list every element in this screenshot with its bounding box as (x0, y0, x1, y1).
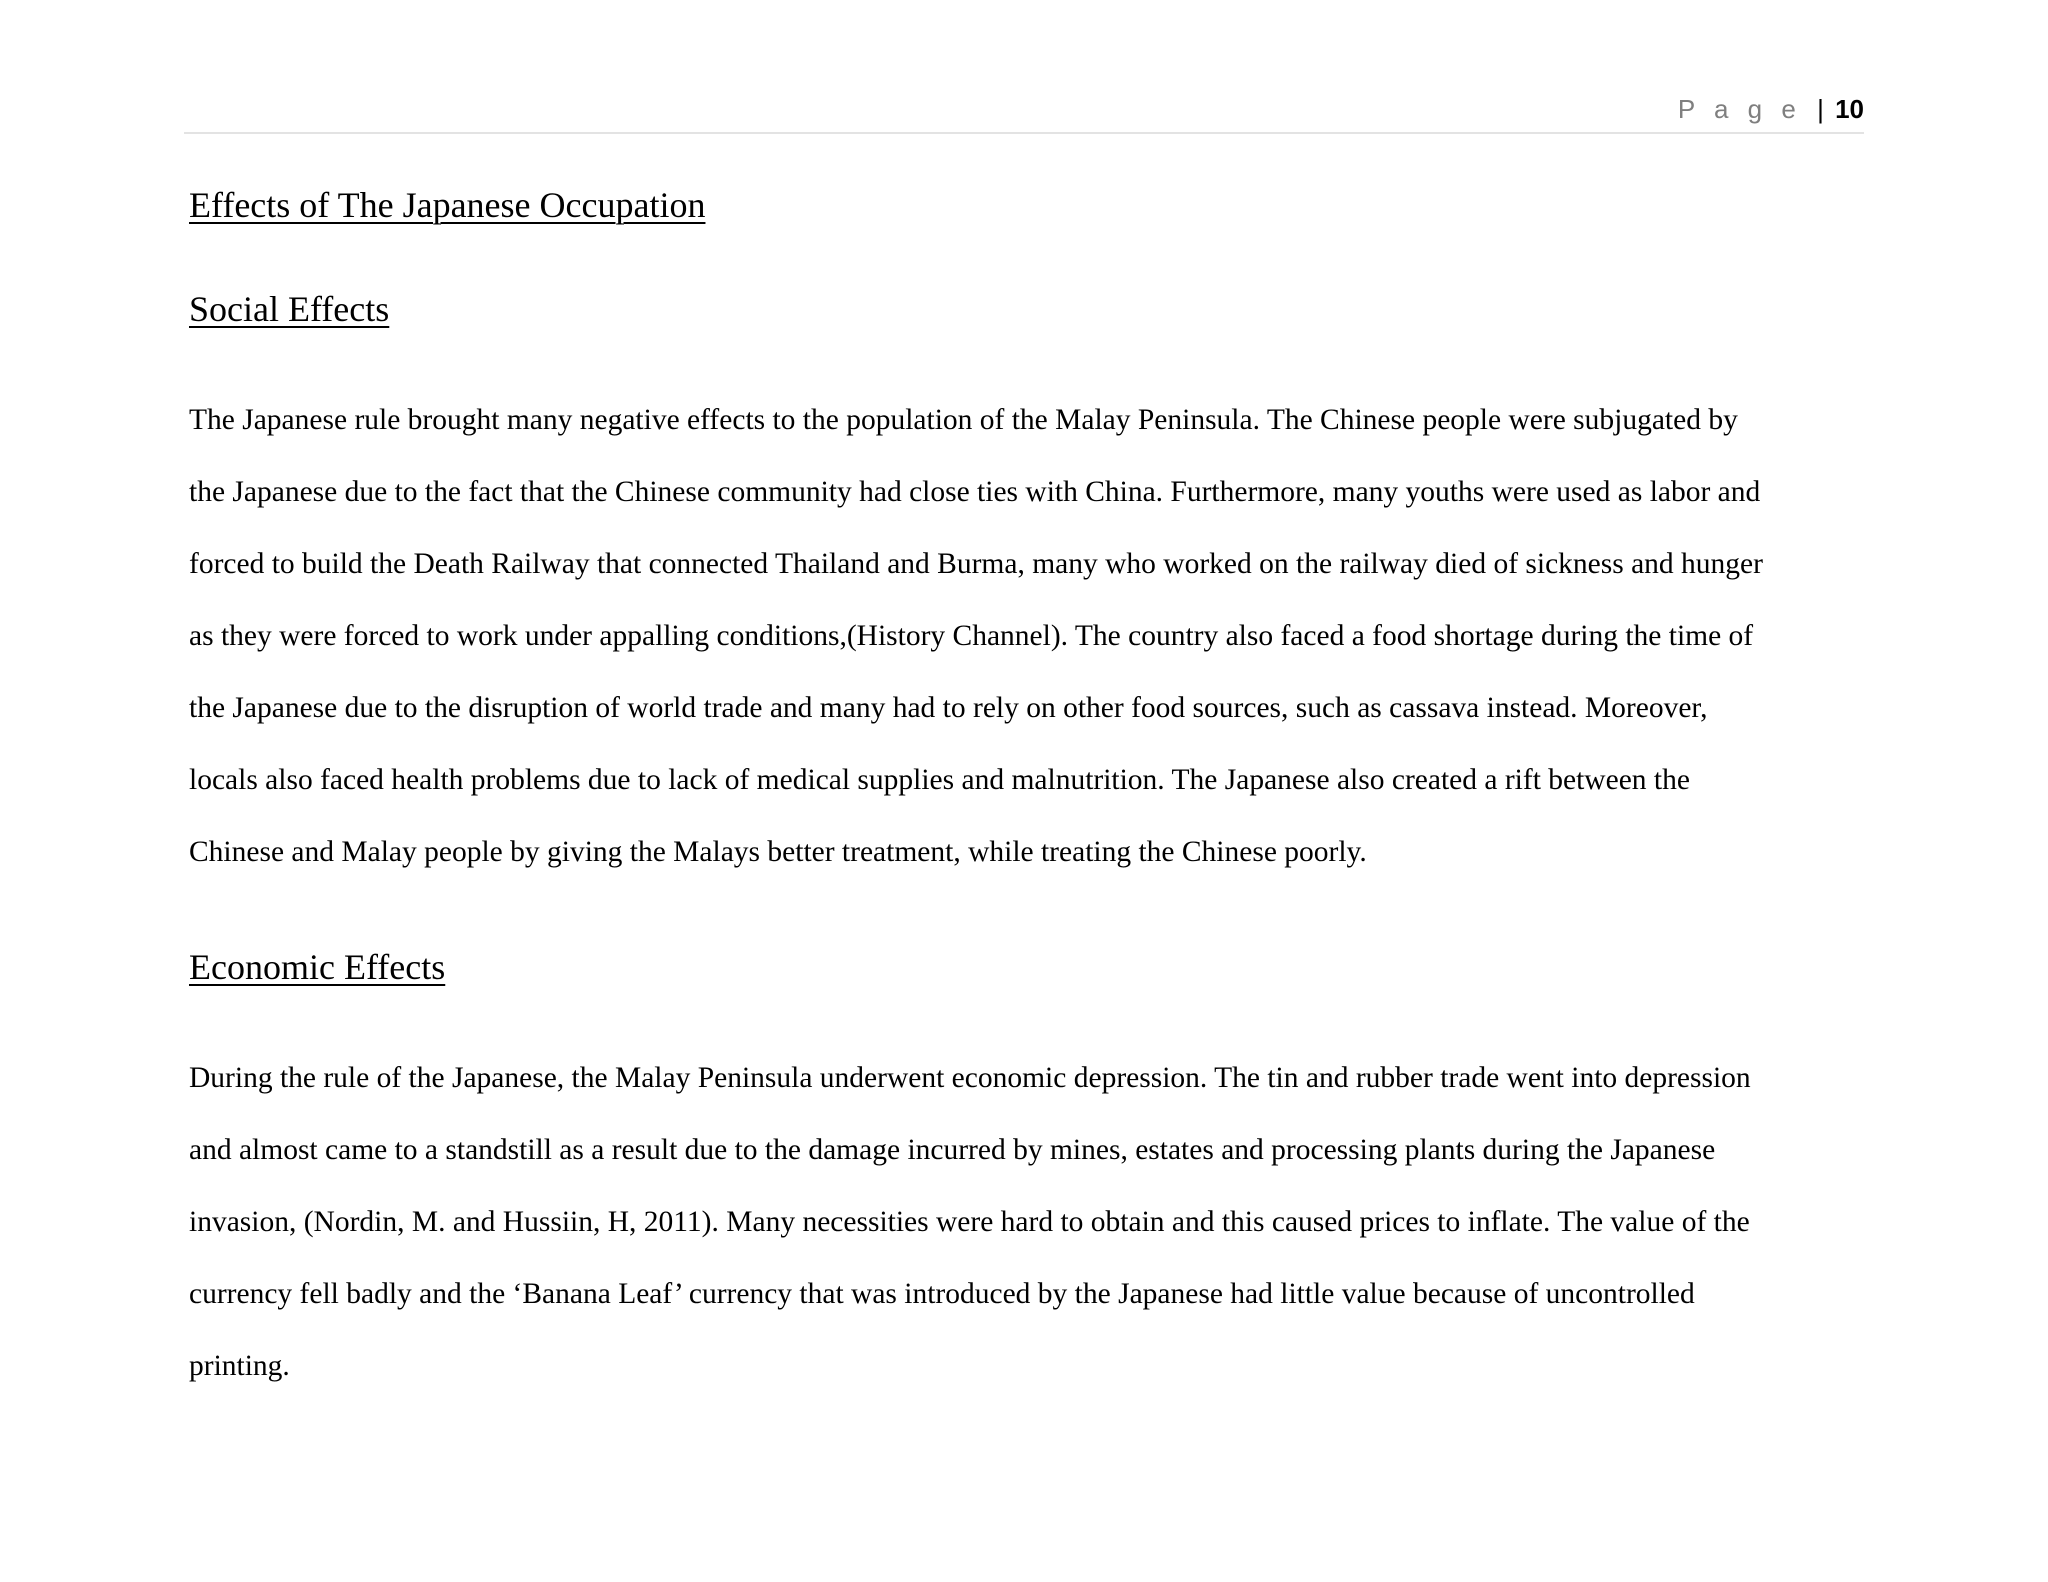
paragraph-line: forced to build the Death Railway that connected Thailand and Burma, many who worked on the railway died of sickness and hunger (189, 548, 1763, 580)
document-body (189, 180, 1889, 1402)
paragraph-line: the Japanese due to the fact that the Chinese community had close ties with China. Furthermore, many youths were used as labor and (189, 476, 1761, 508)
paragraph-line: and almost came to a standstill as a result due to the damage incurred by mines, estates and processing plants during the Japanese (189, 1134, 1716, 1166)
paragraph-line: During the rule of the Japanese, the Malay Peninsula underwent economic depression. The tin and rubber trade went into depression (189, 1062, 1751, 1094)
page-label: P a g e (1677, 94, 1802, 124)
paragraph-line: The Japanese rule brought many negative effects to the population of the Malay Peninsula. The Chinese people were subjugated by (189, 404, 1738, 436)
section-paragraph-economic (189, 1042, 1889, 1402)
paragraph-line: Chinese and Malay people by giving the Malays better treatment, while treating the Chinese poorly. (189, 836, 1367, 868)
document-title: Effects of The Japanese Occupation (189, 185, 706, 225)
paragraph-line: the Japanese due to the disruption of world trade and many had to rely on other food sources, such as cassava instead. Moreover, (189, 692, 1708, 724)
page-number-value: 10 (1835, 94, 1864, 124)
paragraph-line: as they were forced to work under appalling conditions,(History Channel). The country also faced a food shortage during the time of (189, 620, 1754, 652)
paragraph-line: invasion, (Nordin, M. and Hussiin, H, 2011). Many necessities were hard to obtain and this caused prices to inflate. The value of the (189, 1206, 1750, 1238)
page-separator: | (1817, 94, 1824, 124)
section-heading-economic: Economic Effects (189, 947, 446, 987)
page-header (184, 92, 1864, 134)
section-paragraph-social (189, 384, 1889, 888)
paragraph-line: currency fell badly and the ‘Banana Leaf’ currency that was introduced by the Japanese had little value because of uncontrolled (189, 1278, 1695, 1310)
page-number (1678, 94, 1864, 125)
paragraph-line: printing. (189, 1350, 290, 1382)
section-heading-social: Social Effects (189, 289, 390, 329)
paragraph-line: locals also faced health problems due to lack of medical supplies and malnutrition. The Japanese also created a rift between the (189, 764, 1690, 796)
